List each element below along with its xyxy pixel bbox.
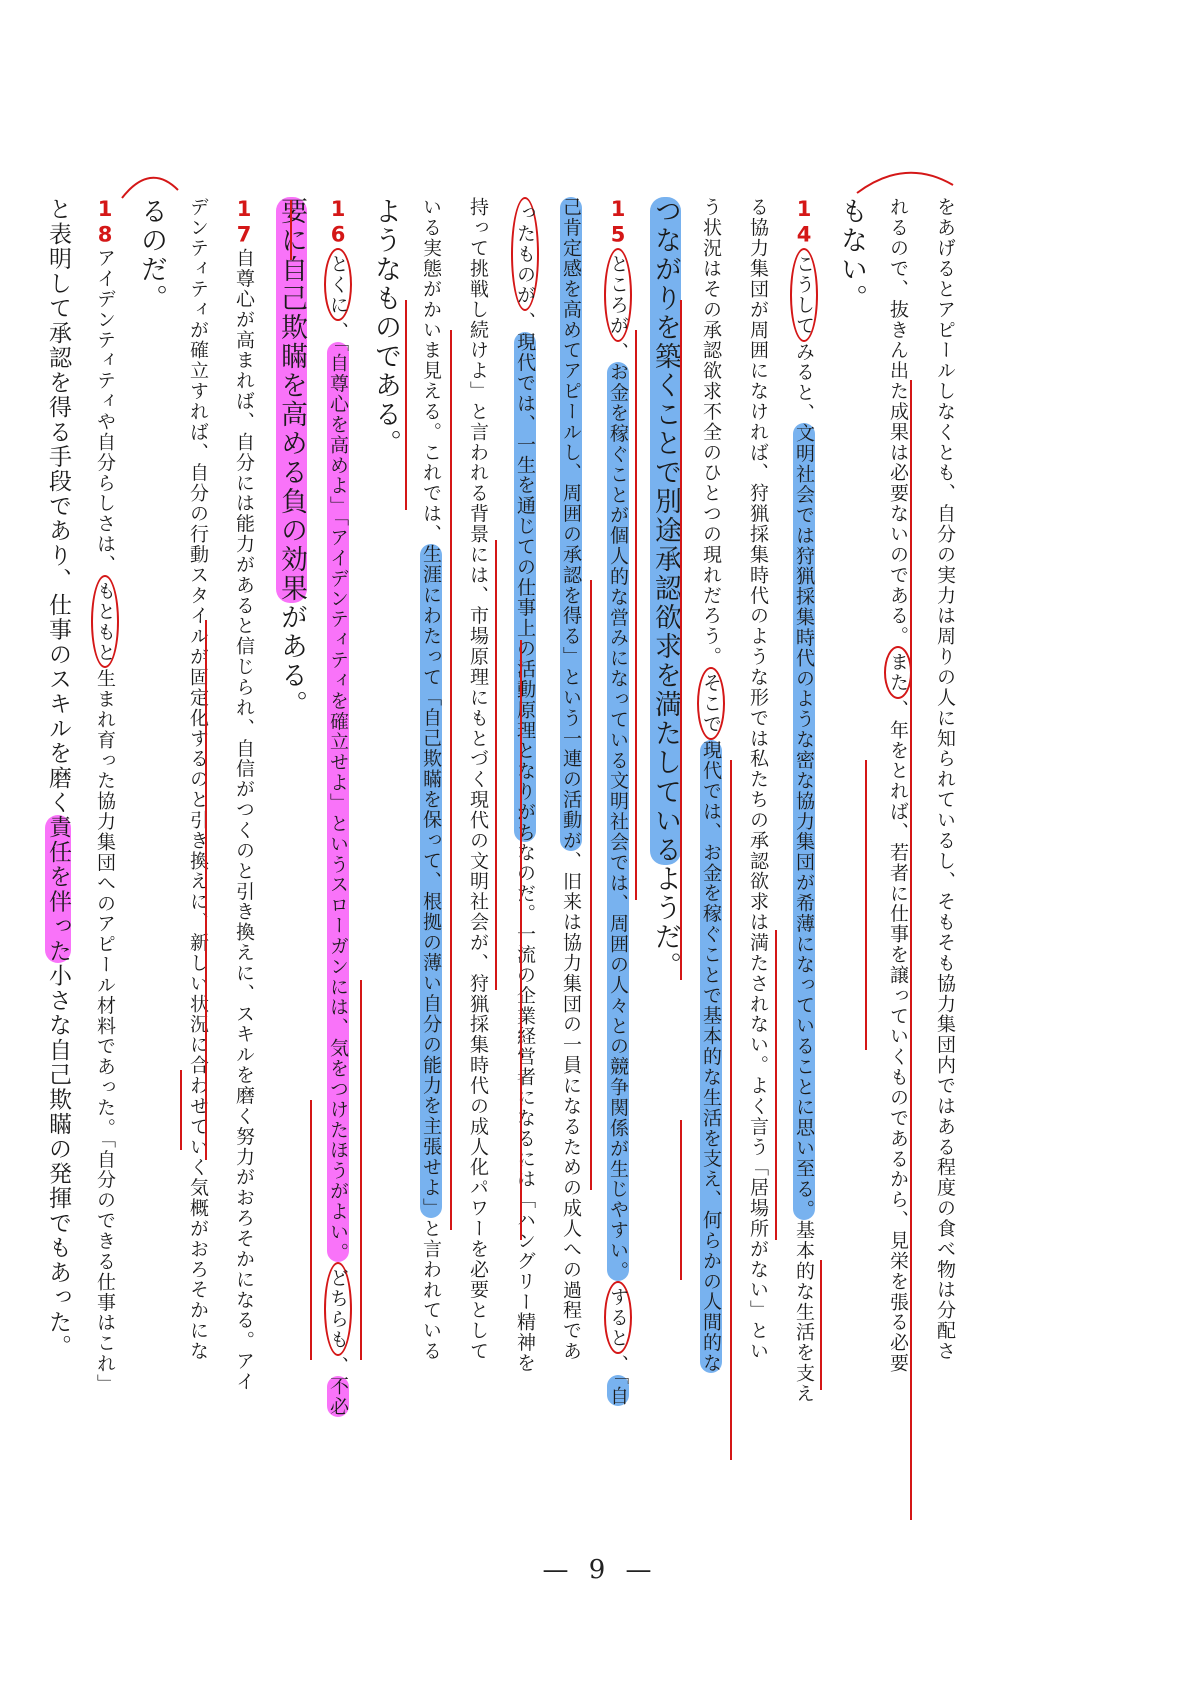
circled-word: とくに <box>324 248 352 321</box>
circled-word: そこで <box>697 667 725 740</box>
text-run: がある。 <box>276 603 307 720</box>
text-column <box>224 197 264 1392</box>
red-pen-line <box>680 300 682 980</box>
red-pen-line <box>360 980 362 1360</box>
red-pen-line <box>730 760 732 1460</box>
text-run: 、年をとれば、若者に仕事を譲っていくものであるから、見栄を張る必要 <box>887 699 909 1374</box>
text-column <box>131 197 171 313</box>
text-column <box>784 197 824 1404</box>
paragraph-number: 14 <box>792 197 816 248</box>
text-run: ようなものである。 <box>370 197 401 459</box>
red-pen-line <box>520 640 522 1240</box>
blue-highlight: 文明社会では狩猟採集時代のような密な協力集団が希薄になっていることに思い至る。 <box>793 423 815 1220</box>
red-pen-arc <box>120 170 180 200</box>
red-pen-line <box>495 540 497 990</box>
text-run: アイデンティティや自分らしさは、 <box>94 247 116 575</box>
text-run: 、 <box>327 321 349 342</box>
text-column <box>271 197 311 719</box>
text-run: 基本的な生活を支え <box>793 1219 815 1404</box>
text-column <box>411 197 451 1361</box>
paragraph-number: 16 <box>326 197 350 248</box>
red-pen-line <box>180 1070 182 1150</box>
text-run: 自尊心が高まれば、自分には能力があると信じられ、自信がつくのと引き換えに、スキルを磨く努力がおろそかになる。アイ <box>233 247 255 1392</box>
text-column <box>925 197 965 1361</box>
text-run: をあげるとアピールしなくとも、自分の実力は周りの人に知られているし、そもそも協力集団内ではある程度の食べ物は分配さ <box>934 197 956 1362</box>
circled-word: こうして <box>790 248 818 342</box>
paragraph-number: 18 <box>93 197 117 248</box>
text-column <box>878 197 918 1373</box>
circled-word: すると <box>604 1281 632 1354</box>
circled-word: また <box>884 646 912 699</box>
red-pen-line <box>450 330 452 1230</box>
pink-highlight: 不必 <box>327 1376 349 1418</box>
text-run: 、 <box>327 1355 349 1377</box>
paragraph-number: 17 <box>232 197 256 248</box>
red-pen-line <box>865 760 867 1050</box>
text-run: と表明して承認を得る手段であり、仕事のスキルを磨く <box>45 197 71 816</box>
text-run: もない。 <box>836 197 867 314</box>
paragraph-number: 15 <box>606 197 630 248</box>
blue-highlight: 己肯定感を高めてアピールし、周囲の承認を得る」という一連の活動が <box>560 197 582 851</box>
red-pen-line <box>405 300 407 510</box>
text-column <box>551 197 591 1361</box>
text-column <box>645 197 685 981</box>
text-run: る協力集団が周囲になければ、狩猟採集時代のような形では私たちの承認欲求は満たされない。よく言う「居場所がない」とい <box>747 197 769 1362</box>
text-column <box>85 197 125 1394</box>
text-run: う状況はその承認欲求不全のひとつの現れだろう。 <box>700 197 722 667</box>
text-run: 、 <box>514 311 536 332</box>
text-column <box>178 197 218 1361</box>
blue-highlight: つながりを築くことで別途承認欲求を満たしている <box>650 197 681 865</box>
page-number: — 9 — <box>542 1555 658 1585</box>
red-pen-line <box>775 930 777 1240</box>
blue-highlight: お金を稼ぐことが個人的な営みになっている文明社会では、周囲の人々との競争関係が生じやすい。 <box>607 362 629 1282</box>
text-column <box>458 197 498 1361</box>
text-run: れるので、抜きん出た成果は必要ないのである。 <box>887 197 909 647</box>
text-run: 、 <box>607 341 629 362</box>
text-run: 旧来は協力集団の一員になるための成人への過程であ <box>560 871 582 1362</box>
text-run: 、 <box>560 850 582 872</box>
text-run: 生まれ育った協力集団へのアピール材料であった。「自分のできる仕事はこれ」 <box>94 668 116 1395</box>
text-column <box>505 197 545 1373</box>
text-run: なのだ。一流の企業経営者になるには「ハングリー精神を <box>514 842 536 1374</box>
blue-highlight: 現代では、一生を通じての仕事上の活動原理となりがち <box>514 331 536 843</box>
blue-highlight: 「自 <box>607 1374 629 1407</box>
text-run: 持って挑戦し続けよ」と言われる背景には、市場原理にもとづく現代の文明社会が、狩猟採集時代の成人化パワーを必要として <box>467 197 489 1362</box>
text-run: ようだ。 <box>650 864 681 981</box>
text-run: るのだ。 <box>136 197 167 314</box>
pink-highlight: 要に自己欺瞞を高める負の効果 <box>276 197 307 604</box>
red-pen-line <box>590 580 592 1190</box>
red-pen-line <box>310 1100 312 1360</box>
red-pen-line <box>910 380 912 1520</box>
blue-highlight: 生涯にわたって「自己欺瞞を保って、根拠の薄い自分の能力を主張せよ」 <box>420 544 442 1219</box>
red-pen-line <box>635 330 637 900</box>
circled-word: ところが <box>604 248 632 342</box>
text-run: いる実態がかいま見える。これでは、 <box>420 197 442 545</box>
text-column <box>38 197 78 1359</box>
text-column <box>365 197 405 458</box>
red-pen-arc <box>855 165 955 195</box>
blue-highlight: 現代では、お金を稼ぐことで基本的な生活を支え、何らかの人間的な <box>700 740 722 1374</box>
red-pen-line <box>205 620 207 1160</box>
text-run: 小さな自己欺瞞の発揮でもあった。 <box>45 963 71 1360</box>
text-column <box>691 197 731 1373</box>
text-run: と言われている <box>420 1218 442 1362</box>
text-run: 、 <box>607 1354 629 1375</box>
pink-highlight: 責任を伴った <box>45 815 71 964</box>
circled-word: どちらも <box>324 1262 352 1356</box>
text-column <box>598 197 638 1406</box>
text-column <box>738 197 778 1361</box>
red-pen-line <box>290 200 292 260</box>
text-run: デンティティが確立すれば、自分の行動スタイルが固定化するのと引き換えに、新しい状況に合わせていく気概がおろそかにな <box>187 197 209 1362</box>
text-column <box>831 197 871 313</box>
pink-highlight: 「自尊心を高めよ」「アイデンティティを確立せよ」というスローガンには、気をつけたほうがよい。 <box>327 341 349 1263</box>
red-pen-line <box>820 1260 822 1390</box>
text-run: みると、 <box>793 341 815 424</box>
circled-word: もともと <box>91 575 119 669</box>
text-column <box>318 197 358 1417</box>
circled-word: ったものが <box>511 197 539 311</box>
red-pen-line <box>680 1120 682 1280</box>
